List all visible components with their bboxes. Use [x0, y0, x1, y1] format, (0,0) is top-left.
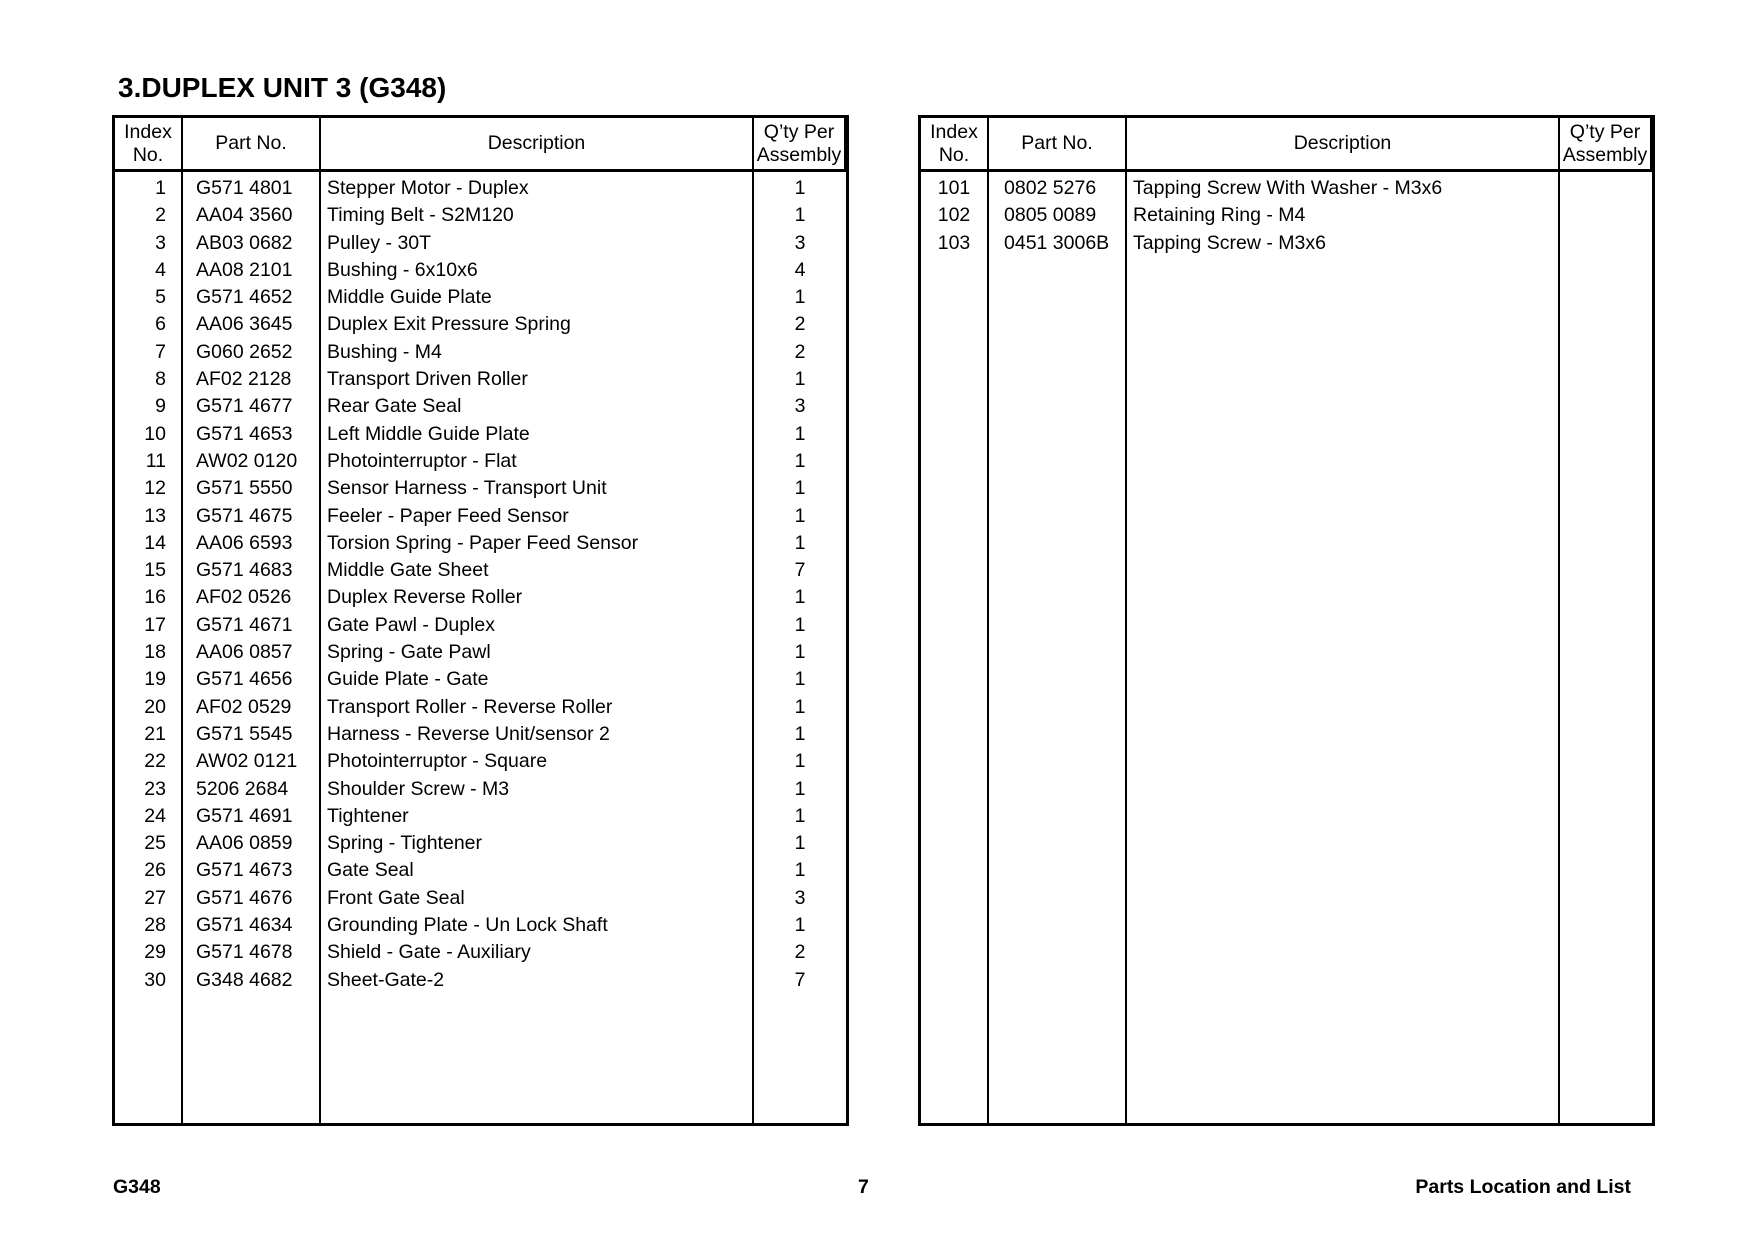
table-cell-qty: 1 — [794, 804, 806, 827]
footer-page-number: 7 — [858, 1176, 869, 1198]
table-cell-part: 0802 5276 — [1004, 177, 1097, 199]
table-cell-index: 21 — [144, 722, 166, 745]
table-cell-desc: Duplex Exit Pressure Spring — [327, 313, 571, 336]
header-index-line2: No. — [938, 143, 970, 166]
table-cell-desc: Rear Gate Seal — [327, 395, 462, 418]
table-cell-index: 11 — [145, 449, 166, 472]
parts-table-left — [112, 115, 849, 1126]
table-cell-desc: Photointerruptor - Square — [327, 750, 548, 773]
column-description — [1127, 172, 1560, 1123]
table-cell-part: G571 4801 — [196, 177, 293, 199]
table-cell-qty: 1 — [794, 777, 806, 800]
table-cell-index: 14 — [144, 531, 166, 554]
table-cell-index: 27 — [144, 886, 166, 909]
header-index — [115, 118, 183, 172]
table-cell-desc: Retaining Ring - M4 — [1133, 204, 1306, 227]
column-index — [115, 172, 183, 1123]
table-cell-qty: 3 — [794, 395, 806, 418]
table-cell-qty: 7 — [794, 968, 806, 991]
header-index-line1: Index — [124, 120, 172, 143]
table-cell-index: 9 — [155, 395, 166, 418]
header-qty-line2: Assembly — [756, 143, 842, 166]
footer-model: G348 — [113, 1176, 161, 1198]
table-cell-part: G060 2652 — [196, 340, 293, 363]
column-qty — [754, 172, 846, 1123]
table-cell-desc: Transport Driven Roller — [327, 368, 528, 391]
table-cell-index: 22 — [144, 750, 166, 773]
table-cell-index: 13 — [144, 504, 166, 527]
table-cell-part: G571 4656 — [196, 668, 293, 691]
table-cell-part: G571 4676 — [196, 886, 293, 909]
table-cell-part: AF02 0526 — [196, 586, 292, 609]
table-cell-qty: 1 — [794, 477, 806, 500]
header-index-line1: Index — [930, 120, 978, 143]
table-cell-desc: Middle Gate Sheet — [327, 559, 489, 582]
table-cell-index: 29 — [144, 941, 166, 964]
table-cell-part: G571 5550 — [196, 477, 293, 500]
table-cell-qty: 1 — [794, 613, 806, 636]
column-index — [921, 172, 989, 1123]
table-cell-index: 3 — [155, 231, 166, 254]
table-cell-part: AA04 3560 — [196, 204, 293, 227]
table-cell-part: AF02 0529 — [196, 695, 292, 718]
header-part-no: Part No. — [989, 118, 1127, 172]
page-title: 3.DUPLEX UNIT 3 (G348) — [118, 72, 447, 103]
table-cell-qty: 1 — [794, 204, 806, 227]
table-cell-index: 23 — [144, 777, 166, 800]
table-cell-qty: 2 — [794, 313, 806, 336]
table-cell-desc: Torsion Spring - Paper Feed Sensor — [327, 531, 639, 554]
table-cell-part: AW02 0121 — [196, 750, 298, 773]
table-cell-index: 1 — [155, 177, 166, 199]
table-cell-qty: 1 — [794, 750, 806, 773]
table-cell-part: AW02 0120 — [196, 449, 298, 472]
table-cell-part: AF02 2128 — [196, 368, 292, 391]
table-cell-part: 0451 3006B — [1004, 231, 1110, 254]
table-cell-index: 19 — [144, 668, 166, 691]
table-cell-qty: 1 — [794, 177, 806, 199]
table-cell-qty: 1 — [794, 286, 806, 309]
table-cell-part: G348 4682 — [196, 968, 293, 991]
table-cell-index: 17 — [144, 613, 166, 636]
table-cell-index: 28 — [144, 914, 166, 937]
table-cell-part: G571 4678 — [196, 941, 293, 964]
table-cell-part: G571 4683 — [196, 559, 293, 582]
column-description — [321, 172, 754, 1123]
table-cell-part: AA06 0859 — [196, 832, 293, 855]
table-cell-desc: Left Middle Guide Plate — [327, 422, 530, 445]
table-cell-index: 101 — [937, 177, 971, 199]
table-cell-qty: 1 — [794, 422, 806, 445]
table-cell-qty — [1560, 175, 1652, 202]
table-cell-index: 24 — [144, 804, 166, 827]
header-part-no: Part No. — [183, 118, 321, 172]
table-cell-desc: Grounding Plate - Un Lock Shaft — [327, 914, 608, 937]
table-cell-qty: 1 — [794, 368, 806, 391]
table-cell-index: 20 — [144, 695, 166, 718]
table-cell-part: AA06 0857 — [196, 641, 293, 664]
column-qty — [1560, 172, 1652, 1123]
table-cell-part: G571 4691 — [196, 804, 293, 827]
table-cell-desc: Spring - Gate Pawl — [327, 641, 491, 664]
table-cell-desc: Spring - Tightener — [327, 832, 483, 855]
table-cell-qty — [1560, 202, 1652, 229]
header-description: Description — [321, 118, 754, 172]
header-qty-line2: Assembly — [1562, 143, 1648, 166]
table-cell-index: 18 — [144, 641, 166, 664]
table-cell-index: 8 — [155, 368, 166, 391]
table-cell-qty: 4 — [794, 258, 806, 281]
table-cell-desc: Tightener — [327, 804, 409, 827]
parts-table-right — [918, 115, 1655, 1126]
table-cell-desc: Pulley - 30T — [327, 231, 432, 254]
table-cell-index: 103 — [937, 231, 971, 254]
table-cell-index: 30 — [144, 968, 166, 991]
table-cell-part: G571 4653 — [196, 422, 293, 445]
table-cell-part: G571 4677 — [196, 395, 293, 418]
table-cell-desc: Gate Pawl - Duplex — [327, 613, 495, 636]
table-cell-qty: 1 — [794, 641, 806, 664]
header-index — [921, 118, 989, 172]
table-cell-index: 15 — [144, 559, 166, 582]
table-cell-index: 2 — [155, 204, 166, 227]
table-cell-part: G571 4671 — [196, 613, 293, 636]
table-cell-qty: 1 — [794, 695, 806, 718]
table-cell-desc: Sheet-Gate-2 — [327, 968, 445, 991]
table-cell-part: 5206 2684 — [196, 777, 289, 800]
table-cell-part: 0805 0089 — [1004, 204, 1097, 227]
table-cell-desc: Harness - Reverse Unit/sensor 2 — [327, 722, 610, 745]
table-cell-desc: Photointerruptor - Flat — [327, 449, 517, 472]
table-cell-part: G571 4652 — [196, 286, 293, 309]
table-cell-index: 4 — [155, 258, 166, 281]
footer-section-title: Parts Location and List — [1415, 1176, 1631, 1198]
table-cell-desc: Timing Belt - S2M120 — [327, 204, 514, 227]
table-cell-part: AA06 6593 — [196, 531, 293, 554]
table-cell-index: 5 — [155, 286, 166, 309]
table-cell-qty: 2 — [794, 941, 806, 964]
table-cell-part: AA06 3645 — [196, 313, 293, 336]
table-cell-desc: Stepper Motor - Duplex — [327, 177, 529, 199]
table-cell-part: G571 4675 — [196, 504, 293, 527]
table-cell-part: G571 5545 — [196, 722, 293, 745]
table-cell-part: G571 4673 — [196, 859, 293, 882]
table-cell-part: G571 4634 — [196, 914, 293, 937]
column-part-no — [183, 172, 321, 1123]
table-cell-desc: Shield - Gate - Auxiliary — [327, 941, 531, 964]
table-cell-desc: Middle Guide Plate — [327, 286, 492, 309]
header-qty — [754, 118, 846, 172]
header-description: Description — [1127, 118, 1560, 172]
table-cell-qty: 1 — [794, 914, 806, 937]
column-part-no — [989, 172, 1127, 1123]
table-cell-qty: 1 — [794, 668, 806, 691]
table-cell-qty: 1 — [794, 504, 806, 527]
table-cell-desc: Feeler - Paper Feed Sensor — [327, 504, 569, 527]
table-cell-index: 102 — [937, 204, 971, 227]
table-cell-qty: 3 — [794, 231, 806, 254]
table-cell-qty: 2 — [794, 340, 806, 363]
table-cell-index: 26 — [144, 859, 166, 882]
table-cell-desc: Gate Seal — [327, 859, 414, 882]
table-cell-desc: Bushing - 6x10x6 — [327, 258, 478, 281]
table-cell-qty: 1 — [794, 586, 806, 609]
table-cell-index: 16 — [144, 586, 166, 609]
table-cell-index: 7 — [155, 340, 166, 363]
table-cell-qty: 1 — [794, 449, 806, 472]
table-cell-qty: 1 — [794, 531, 806, 554]
table-cell-qty: 1 — [794, 832, 806, 855]
table-cell-desc: Sensor Harness - Transport Unit — [327, 477, 607, 500]
table-cell-desc: Shoulder Screw - M3 — [327, 777, 510, 800]
table-cell-qty — [1560, 230, 1652, 257]
table-cell-qty: 7 — [794, 559, 806, 582]
table-cell-index: 25 — [144, 832, 166, 855]
table-cell-part: AB03 0682 — [196, 231, 293, 254]
table-cell-desc: Duplex Reverse Roller — [327, 586, 523, 609]
table-cell-index: 12 — [144, 477, 166, 500]
header-qty-line1: Q’ty Per — [1569, 120, 1641, 143]
table-cell-qty: 1 — [794, 722, 806, 745]
header-index-line2: No. — [132, 143, 164, 166]
table-cell-index: 10 — [144, 422, 166, 445]
header-qty-line1: Q’ty Per — [763, 120, 835, 143]
table-cell-qty: 1 — [794, 859, 806, 882]
table-cell-qty: 3 — [794, 886, 806, 909]
table-cell-desc: Transport Roller - Reverse Roller — [327, 695, 613, 718]
header-qty — [1560, 118, 1652, 172]
table-cell-desc: Tapping Screw - M3x6 — [1133, 231, 1326, 254]
table-cell-desc: Front Gate Seal — [327, 886, 465, 909]
table-cell-part: AA08 2101 — [196, 258, 293, 281]
table-cell-desc: Tapping Screw With Washer - M3x6 — [1133, 177, 1443, 199]
table-cell-desc: Guide Plate - Gate — [327, 668, 489, 691]
table-cell-desc: Bushing - M4 — [327, 340, 442, 363]
table-cell-index: 6 — [155, 313, 166, 336]
